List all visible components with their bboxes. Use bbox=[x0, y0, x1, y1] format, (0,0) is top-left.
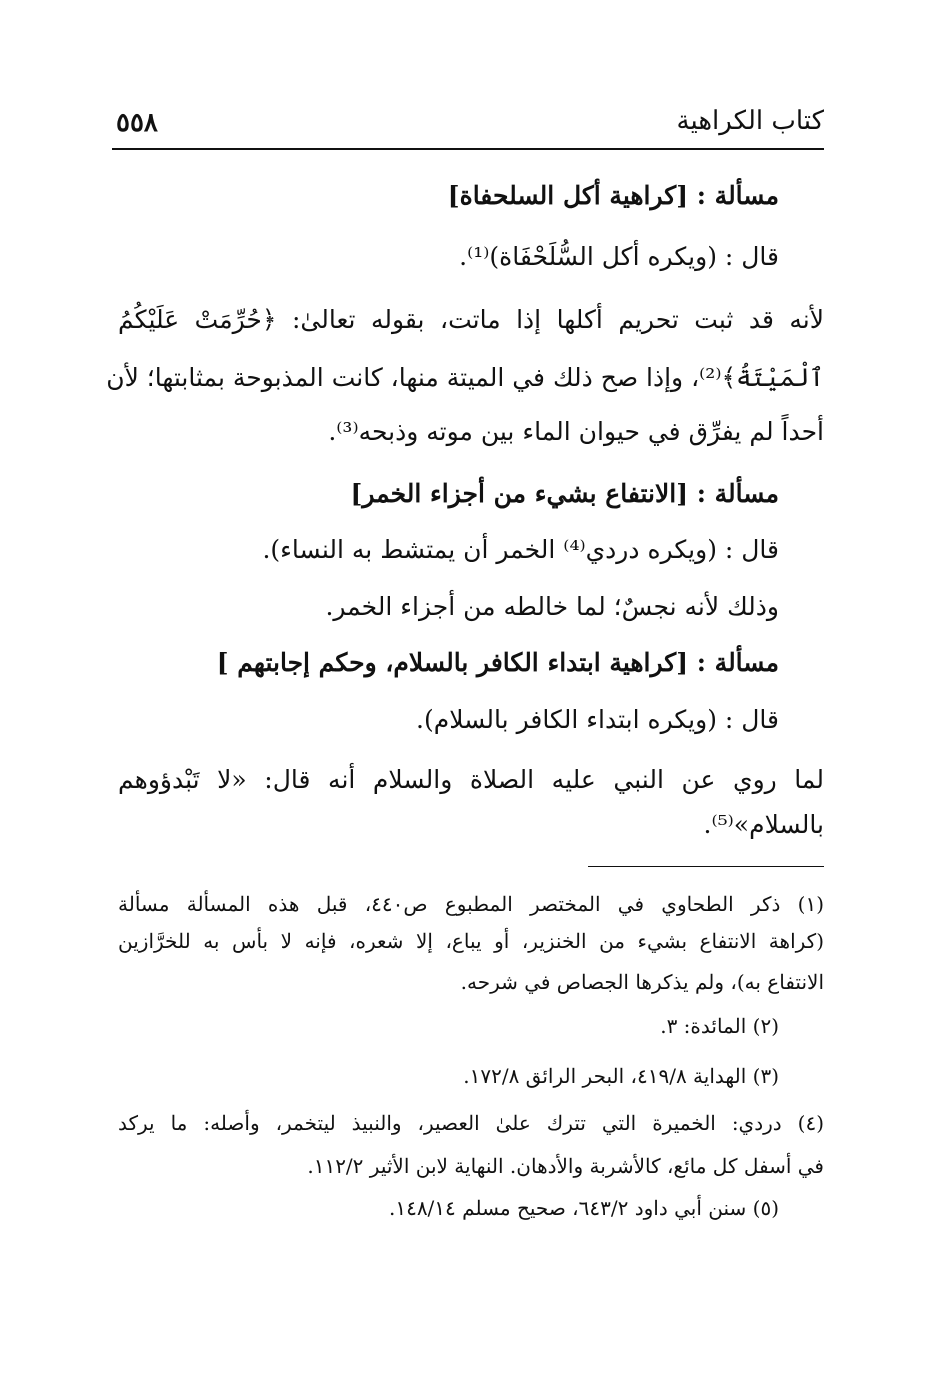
paragraph-line: لما روي عن النبي عليه الصلاة والسلام أنه قال: «لا تَبْدؤوهم bbox=[118, 765, 824, 794]
footnote-1-line: (١) ذكر الطحاوي في المختصر المطبوع ص٤٤٠، قبل هذه المسألة مسألة bbox=[118, 892, 824, 916]
paragraph-line: أحداً لم يفرِّق في حيوان الماء بين موته وذبحه⁽³⁾. bbox=[328, 417, 824, 446]
paragraph-line: لأنه قد ثبت تحريم أكلها إذا ماتت، بقوله تعالىٰ: ﴿حُرِّمَتْ عَلَيْكُمُ bbox=[118, 305, 824, 334]
footnote-1-line: (كراهة الانتفاع بشيء من الخنزير، أو يباع، إلا شعره، فإنه لا بأس به للخرَّازين bbox=[118, 929, 824, 953]
footnote-4-line: (٤) دردي: الخميرة التي تترك علىٰ العصير، والنبيذ ليتخمر، وأصله: ما يركد bbox=[118, 1111, 824, 1135]
footnote-5: (٥) سنن أبي داود ٦٤٣/٢، صحيح مسلم ١٤٨/١٤. bbox=[388, 1196, 779, 1220]
page-number: ٥٥٨ bbox=[116, 108, 158, 138]
footnote-4-line: في أسفل كل مائع، كالأشربة والأدهان. النهاية لابن الأثير ١١٢/٢. bbox=[307, 1154, 824, 1178]
header-divider bbox=[112, 148, 824, 150]
section-heading-wine: مسألة : [الانتفاع بشيء من أجزاء الخمر] bbox=[350, 479, 779, 508]
paragraph-line: ٱلْمَيْتَةُ﴾⁽²⁾، وإذا صح ذلك في الميتة منها، كانت المذبوحة بمثابتها؛ لأن bbox=[106, 363, 824, 392]
page-header bbox=[112, 100, 824, 150]
footnote-2: (٢) المائدة: ٣. bbox=[660, 1014, 779, 1038]
qal-statement-greeting: قال : (ويكره ابتداء الكافر بالسلام). bbox=[416, 705, 779, 734]
running-title: كتاب الكراهية bbox=[676, 106, 824, 136]
qal-statement-turtle: قال : (ويكره أكل السُّلَحْفَاة)⁽¹⁾. bbox=[459, 242, 779, 271]
footnote-1-line: الانتفاع به)، ولم يذكرها الجصاص في شرحه. bbox=[460, 970, 824, 994]
footnote-3: (٣) الهداية ٤١٩/٨، البحر الرائق ١٧٢/٨. bbox=[463, 1064, 779, 1088]
qal-statement-wine: قال : (ويكره دردي⁽⁴⁾ الخمر أن يمتشط به النساء). bbox=[262, 535, 779, 564]
footnote-divider bbox=[588, 866, 824, 867]
section-heading-greeting: مسألة : [كراهية ابتداء الكافر بالسلام، وحكم إجابتهم ] bbox=[216, 648, 779, 677]
paragraph-line: وذلك لأنه نجسٌ؛ لما خالطه من أجزاء الخمر. bbox=[325, 592, 779, 621]
paragraph-line: بالسلام»⁽⁵⁾. bbox=[703, 810, 824, 839]
section-heading-turtle: مسألة : [كراهية أكل السلحفاة] bbox=[447, 181, 779, 210]
